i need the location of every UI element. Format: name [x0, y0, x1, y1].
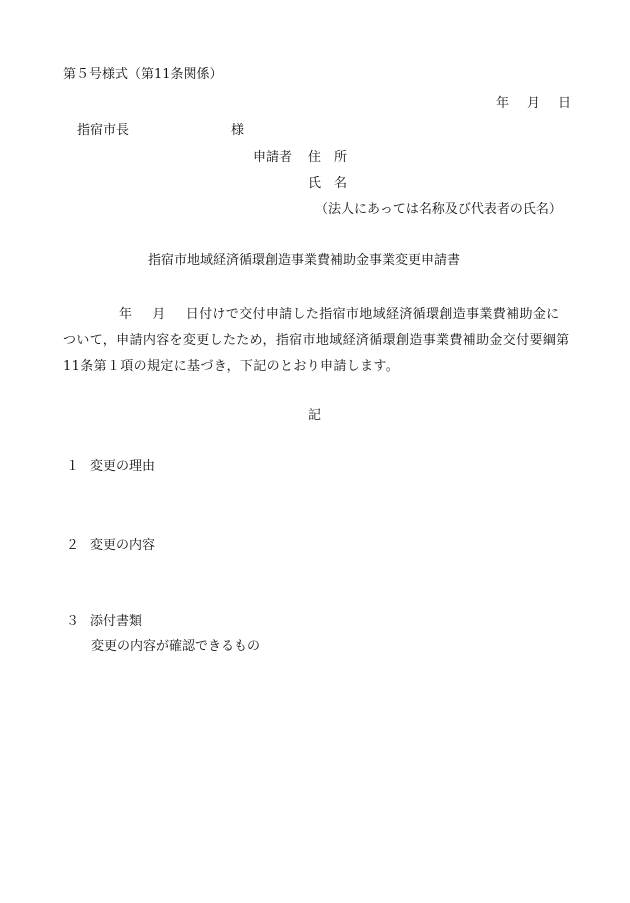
item-label: 変更の内容 — [90, 538, 156, 553]
addressee-name: 指宿市長 — [77, 123, 130, 138]
item-number: ２ — [66, 538, 80, 553]
date-year: 年 — [496, 96, 510, 111]
item-label: 変更の理由 — [90, 459, 156, 474]
form-number: 第５号様式（第11条関係） — [63, 67, 223, 82]
date-day: 日 — [558, 96, 572, 111]
corporate-note: （法人にあっては名称及び代表者の氏名） — [315, 202, 562, 217]
list-item — [66, 459, 155, 475]
item-number: １ — [66, 459, 80, 474]
list-item — [66, 538, 155, 554]
body-year: 年 — [119, 307, 133, 322]
list-item — [66, 614, 142, 630]
ki-heading: 記 — [308, 408, 322, 423]
body-month: 月 — [152, 307, 166, 322]
addressee-honorific: 様 — [231, 123, 245, 138]
document-title: 指宿市地域経済循環創造事業費補助金事業変更申請書 — [148, 253, 461, 268]
date-month: 月 — [527, 96, 541, 111]
applicant-label: 申請者 — [253, 150, 293, 165]
date-line — [496, 96, 571, 112]
addressee — [77, 123, 245, 139]
item-detail: 変更の内容が確認できるもの — [91, 639, 261, 654]
body-text: 日付けで交付申請した指宿市地域経済循環創造事業費補助金について，申請内容を変更したため，指宿市地域経済循環創造事業費補助金交付要綱第11条第１項の規定に基づき，下記のとおり申請します。 — [63, 307, 570, 374]
item-number: ３ — [66, 614, 80, 629]
body-paragraph — [63, 302, 571, 380]
item-label: 添付書類 — [90, 614, 143, 629]
address-label: 住 所 — [308, 150, 348, 165]
name-label: 氏 名 — [308, 176, 348, 191]
